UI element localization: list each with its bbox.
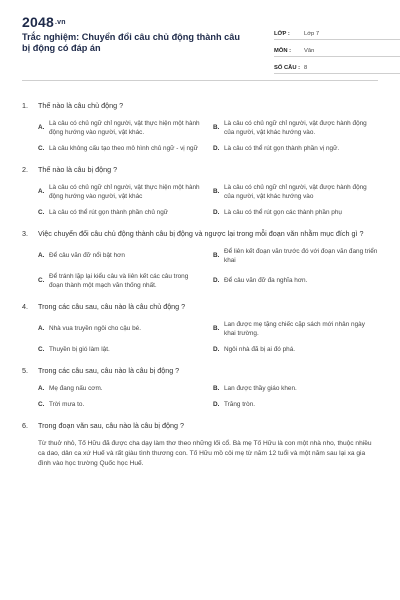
question-5 [22,366,378,409]
option-letter: B. [213,252,220,260]
meta-class-row [274,26,400,40]
meta-class-value: Lớp 7 [304,31,320,37]
question-text: Thế nào là câu chủ động ? [38,101,124,110]
question-stem [22,165,378,175]
option-text: Là câu có thể rút gọn thành phần chủ ngữ [49,208,169,216]
option-c[interactable] [38,144,203,153]
option-d[interactable] [213,400,378,409]
option-text: Là câu có chủ ngữ chỉ người, vật được hành động của người, vật khác hướng vào. [224,119,367,136]
option-text: Ngôi nhà đã bị ai đó phá. [224,346,296,353]
option-d[interactable] [213,144,378,153]
question-text: Thế nào là câu bị động ? [38,165,118,174]
meta-subject-row [274,43,400,57]
question-6 [22,421,378,469]
option-letter: D. [213,277,220,285]
answer-options [22,320,378,354]
question-number: 4. [22,302,28,312]
question-stem [22,101,378,111]
option-a[interactable] [38,183,203,201]
option-d[interactable] [213,345,378,354]
meta-count-value: 8 [304,65,308,71]
option-letter: C. [38,144,45,152]
option-text: Thuyền bị gió làm lật. [49,346,110,353]
answer-options [22,384,378,409]
option-letter: D. [213,400,220,408]
question-2 [22,165,378,217]
option-letter: C. [38,208,45,216]
meta-subject-value: Văn [304,48,315,54]
site-logo[interactable] [22,14,66,30]
question-stem [22,229,378,239]
question-4 [22,302,378,354]
option-text: Là câu có chủ ngữ chỉ người, vật thực hiện một hành động hướng vào người, vật khác. [49,119,200,136]
question-stem [22,366,378,376]
option-text: Trời mưa to. [49,400,85,408]
option-a[interactable] [38,247,203,265]
answer-options [22,119,378,153]
option-text: Là câu có chủ ngữ chỉ người, vật được hành động của người, vật khác hướng vào [224,183,367,200]
reading-passage: Từ thuở nhỏ, Tố Hữu đã được cha dạy làm thơ theo những lối cổ. Bà mẹ Tố Hữu là con một nhà nho, thuộc nhiều ca dao, dân ca xứ Huế và rất giàu tình thương con. Tố Hữu mồ côi mẹ từ năm 12 tuổi và một năm sau lại xa gia đình vào học trường Quốc học Huế. [38,439,372,468]
option-letter: C. [38,346,45,353]
option-a[interactable] [38,384,203,393]
question-number: 1. [22,101,28,110]
question-text: Trong các câu sau, câu nào là câu chủ động ? [38,302,186,312]
option-b[interactable] [213,119,378,137]
quiz-meta [274,26,400,77]
option-a[interactable] [38,119,203,137]
option-letter: B. [213,384,220,392]
option-text: Là câu có chủ ngữ chỉ người, vật thực hiện một hành động hướng vào người, vật khác [49,183,200,200]
option-b[interactable] [213,247,378,265]
option-text: Để liên kết đoạn văn trước đó với đoạn văn đang triển khai [224,247,378,264]
option-text: Là câu có thể rút gọn thành phần vị ngữ. [224,144,340,152]
question-stem [22,421,378,431]
option-c[interactable] [38,208,203,217]
option-letter: C. [38,277,45,285]
meta-count-label: SỐ CÂU : [274,65,301,71]
question-text: Trong các câu sau, câu nào là câu bị động ? [38,366,180,376]
question-1 [22,101,378,153]
option-text: Để câu văn đỡ nổi bật hơn [49,252,125,260]
option-a[interactable] [38,320,203,338]
option-text: Mẹ đang nấu cơm. [49,384,103,392]
option-c[interactable] [38,345,203,354]
option-b[interactable] [213,320,378,338]
option-c[interactable] [38,272,203,290]
quiz-title: Trắc nghiệm: Chuyển đổi câu chủ động thành câu bị động có đáp án [22,32,240,54]
option-text: Là câu có thể rút gọn các thành phần phụ [224,208,342,216]
option-letter: D. [213,144,220,152]
question-text: Trong đoạn văn sau, câu nào là câu bị động ? [38,421,184,430]
option-letter: A. [38,124,45,132]
option-letter: D. [213,208,220,216]
header [22,14,378,78]
question-number: 6. [22,421,28,430]
meta-subject-label: MÔN : [274,48,292,54]
option-b[interactable] [213,384,378,393]
option-text: Nhà vua truyền ngôi cho cậu bé. [49,325,142,333]
option-text: Để tránh lặp lại kiểu câu và liên kết các câu trong đoạn thành một mạch văn thống nhất. [49,272,189,289]
question-list [22,81,378,469]
option-b[interactable] [213,183,378,201]
question-stem [22,302,378,312]
question-3 [22,229,378,290]
option-letter: A. [38,325,45,333]
option-letter: B. [213,188,220,196]
question-number: 2. [22,165,28,174]
option-d[interactable] [213,208,378,217]
option-letter: D. [213,346,220,353]
option-letter: A. [38,384,45,392]
option-text: Lan được mẹ tặng chiếc cặp sách mới nhân ngày khai trường. [224,320,365,337]
option-c[interactable] [38,400,203,409]
question-number: 3. [22,229,28,238]
option-d[interactable] [213,272,378,290]
logo-text: 2048 [22,14,54,30]
option-letter: B. [213,124,220,132]
logo-tld: .vn [54,19,66,26]
question-text: Việc chuyển đổi câu chủ động thành câu bị động và ngược lại trong mỗi đoạn văn nhằm mục đích gì ? [38,229,364,238]
option-text: Trăng tròn. [224,400,256,408]
option-letter: C. [38,400,45,408]
option-text: Để câu văn đỡ đa nghĩa hơn. [224,277,308,285]
option-letter: B. [213,325,220,333]
question-number: 5. [22,366,28,376]
meta-class-label: LỚP : [274,31,290,37]
option-letter: A. [38,188,45,196]
answer-options [22,247,378,290]
meta-count-row [274,60,400,74]
option-text: Là câu không cấu tạo theo mô hình chủ ngữ - vị ngữ [49,144,198,152]
answer-options [22,183,378,217]
option-text: Lan được thầy giáo khen. [224,384,297,392]
option-letter: A. [38,252,45,260]
